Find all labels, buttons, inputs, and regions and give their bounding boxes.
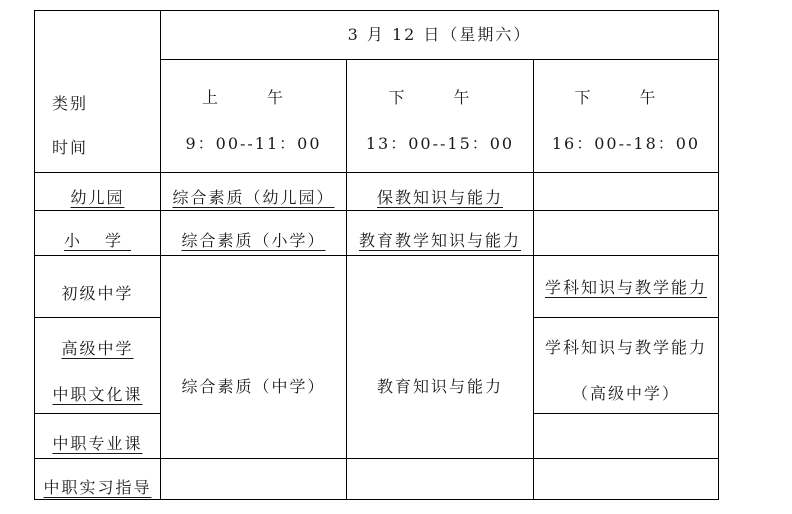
session-time-2: 13：00--15：00 — [365, 134, 515, 153]
grid-line — [34, 172, 719, 173]
subject-kindergarten-pm1: 保教知识与能力 — [376, 188, 503, 207]
grid-line — [34, 10, 719, 11]
grid-line — [34, 255, 719, 256]
category-vocational-practice: 中职实习指导 — [43, 478, 152, 497]
subject-primary-pm1: 教育教学知识与能力 — [358, 231, 521, 250]
category-vocational-culture: 中职文化课 — [52, 385, 143, 404]
session-period-3: 下 午 — [574, 88, 678, 107]
subject-senior-pm2-line1: 学科知识与教学能力 — [544, 338, 707, 357]
session-time-1: 9：00--11：00 — [185, 134, 322, 153]
grid-line — [533, 317, 719, 318]
subject-secondary-am: 综合素质（中学） — [181, 377, 326, 396]
grid-line — [533, 413, 719, 414]
grid-line — [34, 317, 160, 318]
session-time-3: 16：00--18：00 — [551, 134, 701, 153]
grid-line — [34, 413, 160, 414]
grid-line — [34, 210, 719, 211]
session-period-1: 上 午 — [201, 88, 306, 107]
category-vocational-major: 中职专业课 — [52, 434, 143, 453]
subject-secondary-pm1: 教育知识与能力 — [376, 377, 503, 396]
category-senior-high: 高级中学 — [61, 339, 134, 358]
session-period-2: 下 午 — [388, 88, 492, 107]
subject-junior-pm2: 学科知识与教学能力 — [544, 278, 707, 297]
subject-kindergarten-am: 综合素质（幼儿园） — [172, 188, 335, 207]
category-primary: 小 学 — [63, 231, 132, 250]
grid-line — [160, 59, 719, 60]
grid-line — [346, 59, 347, 500]
subject-primary-am: 综合素质（小学） — [181, 231, 326, 250]
exam-schedule-table — [34, 10, 719, 500]
time-label: 时间 — [52, 138, 89, 157]
category-junior-high: 初级中学 — [61, 284, 134, 303]
category-kindergarten: 幼儿园 — [70, 188, 125, 207]
category-label: 类别 — [52, 94, 89, 113]
exam-date: 3 月 12 日（星期六） — [347, 25, 532, 44]
grid-line — [533, 458, 719, 459]
subject-senior-pm2-line2: （高级中学） — [571, 384, 680, 403]
